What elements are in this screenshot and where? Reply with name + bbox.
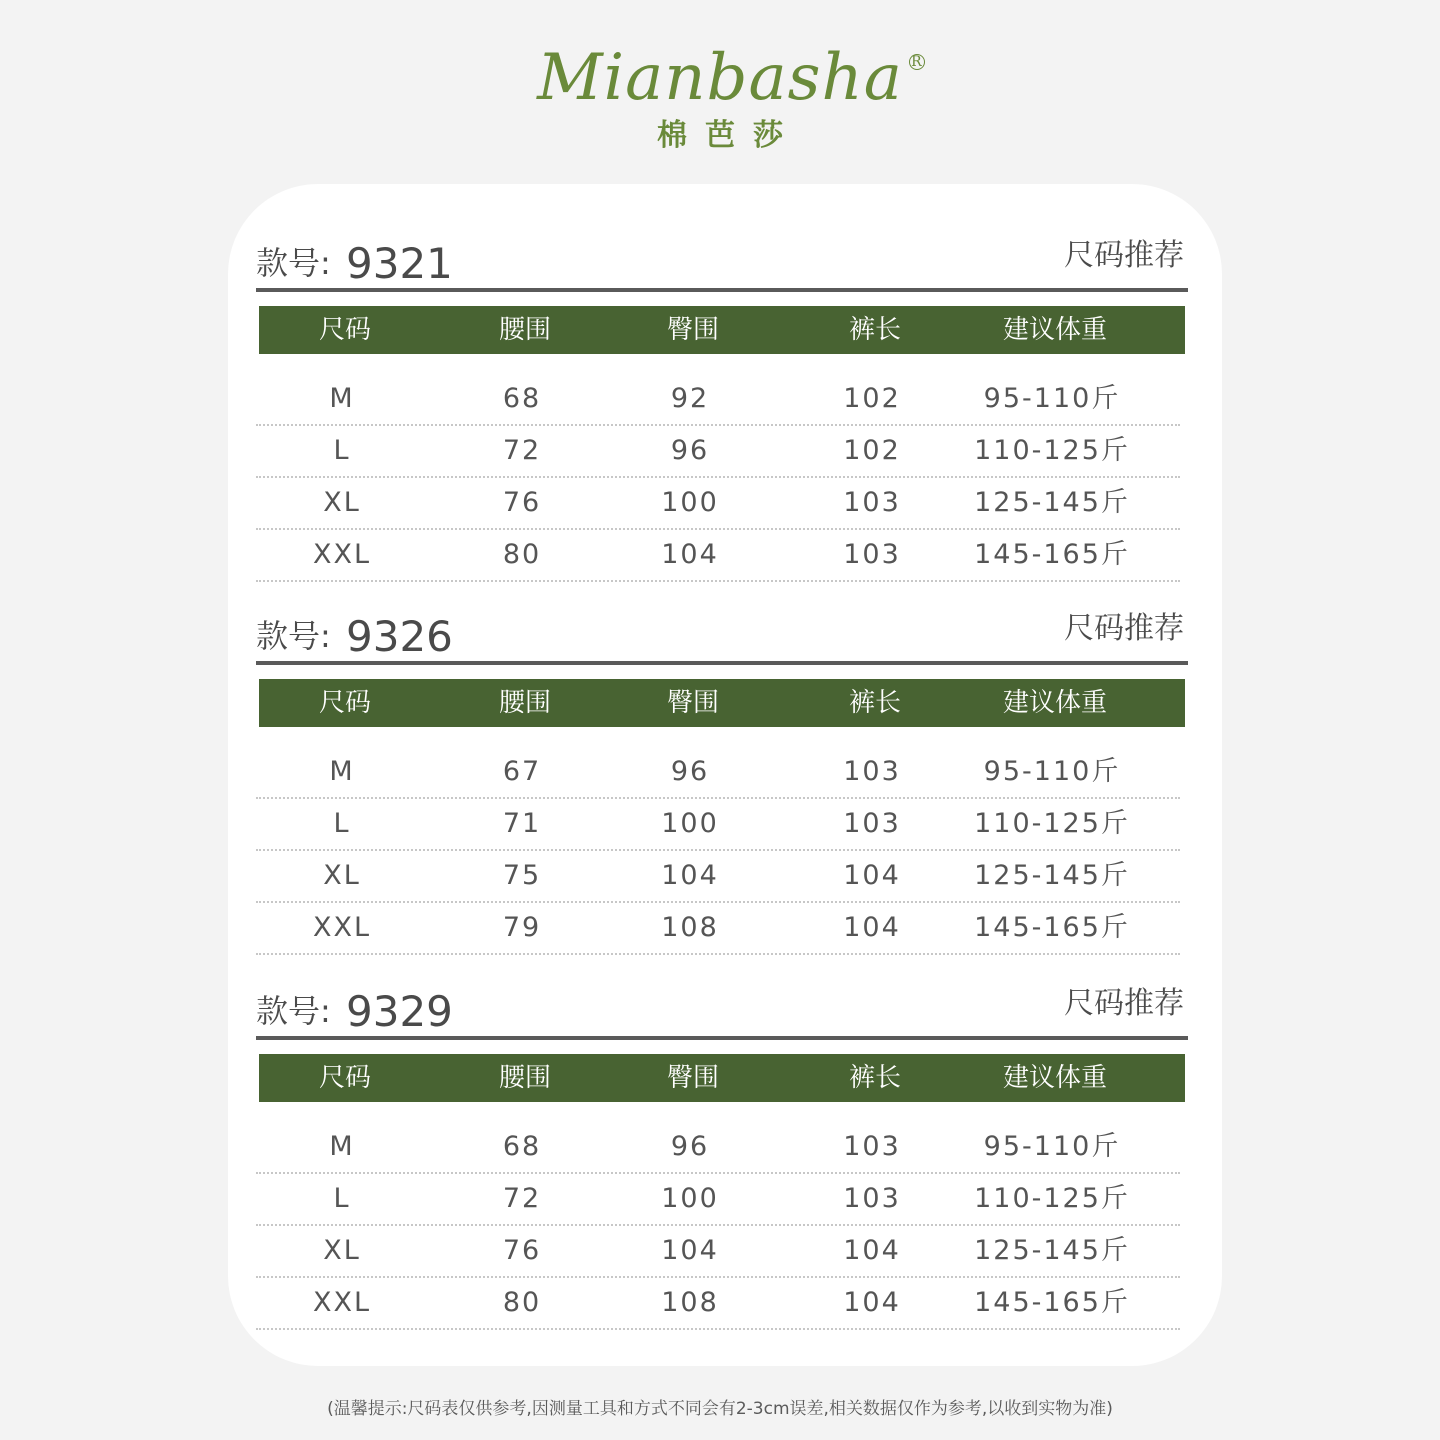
cell-length: 103	[843, 1183, 901, 1214]
brand-logo	[0, 40, 1440, 160]
size-section-9329	[256, 980, 1188, 1330]
brand-latin-name: Mianbasha	[537, 41, 903, 115]
cell-hip: 100	[661, 808, 719, 839]
table-row	[256, 747, 1180, 799]
cell-waist: 76	[502, 1235, 542, 1266]
section-divider	[256, 661, 1188, 665]
size-recommend-title: 尺码推荐	[1064, 238, 1184, 273]
cell-weight: 110-125斤	[974, 1183, 1130, 1214]
cell-size: L	[333, 1183, 351, 1214]
cell-waist: 72	[502, 1183, 542, 1214]
cell-waist: 76	[502, 487, 542, 518]
cell-size: M	[329, 383, 355, 414]
section-header	[256, 232, 1188, 288]
cell-hip: 104	[661, 539, 719, 570]
header-waist: 腰围	[498, 688, 552, 718]
cell-length: 103	[843, 756, 901, 787]
cell-size: L	[333, 808, 351, 839]
cell-weight: 95-110斤	[983, 1131, 1121, 1162]
header-hip: 臀围	[666, 315, 720, 345]
brand-chinese-name: 棉芭莎	[657, 118, 801, 153]
model-number: 9321	[346, 239, 453, 288]
table-row	[256, 530, 1180, 582]
cell-size: XL	[323, 487, 361, 518]
header-length: 裤长	[848, 688, 902, 718]
table-row	[256, 478, 1180, 530]
table-row	[256, 426, 1180, 478]
header-length: 裤长	[848, 315, 902, 345]
table-body	[256, 747, 1188, 955]
header-weight: 建议体重	[1002, 1063, 1108, 1093]
registered-mark-icon: R	[909, 54, 925, 70]
cell-weight: 110-125斤	[974, 808, 1130, 839]
cell-waist: 72	[502, 435, 542, 466]
cell-waist: 79	[502, 912, 542, 943]
model-label: 款号:	[256, 244, 331, 282]
header-size: 尺码	[318, 688, 372, 718]
cell-size: L	[333, 435, 351, 466]
cell-weight: 145-165斤	[974, 1287, 1130, 1318]
cell-weight: 125-145斤	[974, 487, 1130, 518]
cell-size: M	[329, 756, 355, 787]
cell-hip: 96	[670, 1131, 710, 1162]
header-weight: 建议体重	[1002, 315, 1108, 345]
model-number: 9326	[346, 612, 453, 661]
cell-weight: 145-165斤	[974, 912, 1130, 943]
cell-weight: 95-110斤	[983, 756, 1121, 787]
table-row	[256, 1174, 1180, 1226]
size-section-9326	[256, 605, 1188, 955]
table-header	[259, 679, 1185, 727]
header-size: 尺码	[318, 1063, 372, 1093]
cell-waist: 71	[502, 808, 542, 839]
cell-length: 104	[843, 912, 901, 943]
cell-hip: 104	[661, 1235, 719, 1266]
table-header	[259, 1054, 1185, 1102]
cell-waist: 75	[502, 860, 542, 891]
cell-waist: 68	[502, 1131, 542, 1162]
section-header	[256, 605, 1188, 661]
cell-weight: 125-145斤	[974, 860, 1130, 891]
cell-size: XXL	[312, 912, 372, 943]
table-row	[256, 799, 1180, 851]
cell-hip: 92	[670, 383, 710, 414]
section-divider	[256, 1036, 1188, 1040]
size-section-9321	[256, 232, 1188, 582]
section-divider	[256, 288, 1188, 292]
cell-length: 104	[843, 1287, 901, 1318]
model-label: 款号:	[256, 992, 331, 1030]
cell-hip: 108	[661, 912, 719, 943]
header-waist: 腰围	[498, 1063, 552, 1093]
cell-length: 103	[843, 487, 901, 518]
table-body	[256, 1122, 1188, 1330]
cell-hip: 108	[661, 1287, 719, 1318]
cell-length: 103	[843, 1131, 901, 1162]
cell-waist: 68	[502, 383, 542, 414]
cell-length: 104	[843, 860, 901, 891]
cell-length: 103	[843, 539, 901, 570]
table-header	[259, 306, 1185, 354]
size-recommend-title: 尺码推荐	[1064, 986, 1184, 1021]
cell-waist: 67	[502, 756, 542, 787]
cell-size: XXL	[312, 539, 372, 570]
cell-weight: 110-125斤	[974, 435, 1130, 466]
table-row	[256, 851, 1180, 903]
table-row	[256, 1278, 1180, 1330]
model-label: 款号:	[256, 617, 331, 655]
cell-hip: 100	[661, 487, 719, 518]
cell-length: 103	[843, 808, 901, 839]
cell-size: M	[329, 1131, 355, 1162]
cell-waist: 80	[502, 1287, 542, 1318]
cell-length: 104	[843, 1235, 901, 1266]
cell-weight: 125-145斤	[974, 1235, 1130, 1266]
table-row	[256, 374, 1180, 426]
cell-weight: 95-110斤	[983, 383, 1121, 414]
cell-waist: 80	[502, 539, 542, 570]
table-body	[256, 374, 1188, 582]
brand-wordmark	[537, 40, 923, 116]
cell-hip: 100	[661, 1183, 719, 1214]
size-recommend-title: 尺码推荐	[1064, 611, 1184, 646]
header-size: 尺码	[318, 315, 372, 345]
cell-hip: 96	[670, 756, 710, 787]
cell-size: XL	[323, 860, 361, 891]
header-hip: 臀围	[666, 1063, 720, 1093]
cell-size: XXL	[312, 1287, 372, 1318]
cell-weight: 145-165斤	[974, 539, 1130, 570]
section-header	[256, 980, 1188, 1036]
table-row	[256, 903, 1180, 955]
table-row	[256, 1122, 1180, 1174]
header-length: 裤长	[848, 1063, 902, 1093]
cell-size: XL	[323, 1235, 361, 1266]
model-number: 9329	[346, 987, 453, 1036]
cell-length: 102	[843, 383, 901, 414]
table-row	[256, 1226, 1180, 1278]
measurement-disclaimer: (温馨提示:尺码表仅供参考,因测量工具和方式不同会有2-3cm误差,相关数据仅作为参考,以收到实物为准)	[327, 1399, 1113, 1419]
cell-hip: 96	[670, 435, 710, 466]
header-hip: 臀围	[666, 688, 720, 718]
cell-length: 102	[843, 435, 901, 466]
header-waist: 腰围	[498, 315, 552, 345]
header-weight: 建议体重	[1002, 688, 1108, 718]
cell-hip: 104	[661, 860, 719, 891]
